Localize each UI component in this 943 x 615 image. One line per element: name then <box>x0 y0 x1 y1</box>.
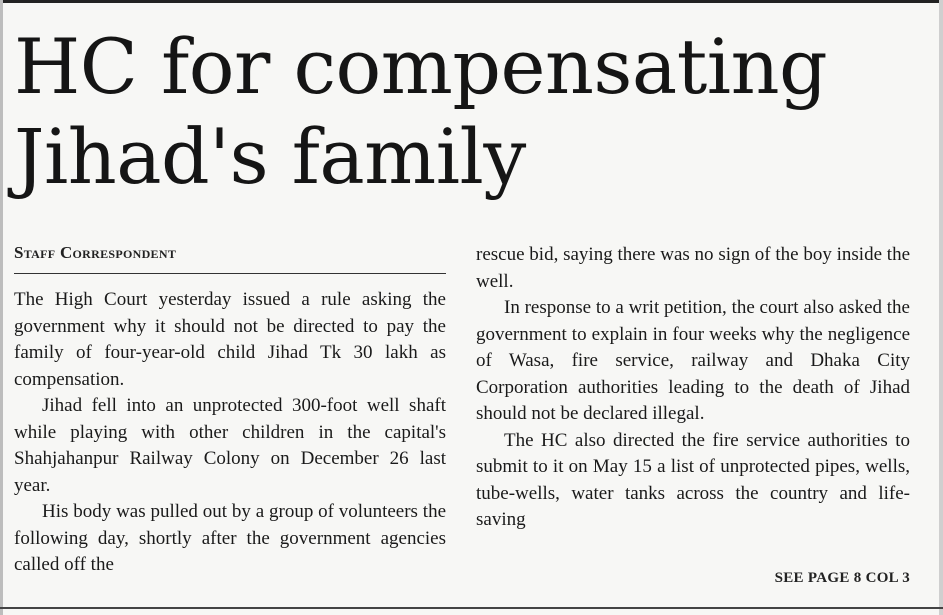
paragraph-4: rescue bid, saying there was no sign of the boy inside the well. <box>476 244 910 292</box>
paragraph-5: In response to a writ petition, the court also asked the government to explain in four weeks why the negligence of Wasa, fire service, railway and Dhaka City Corporation authorities leading to the death of Jihad should not be declared illegal. <box>476 297 910 424</box>
paragraph-6: The HC also directed the fire service authorities to submit to it on May 15 a list of unprotected pipes, wells, tube-wells, water tanks across the country and life-saving <box>476 429 910 530</box>
right-border <box>939 0 943 615</box>
top-border <box>0 0 943 3</box>
paragraph-3: His body was pulled out by a group of volunteers the following day, shortly after the government agencies called off the <box>14 501 446 575</box>
article-column-2 <box>476 242 910 534</box>
paragraph-1: The High Court yesterday issued a rule asking the government why it should not be directed to pay the family of four-year-old child Jihad Tk 30 lakh as compensation. <box>14 289 446 390</box>
bottom-border <box>0 607 943 609</box>
headline-line-1: HC for compensating <box>14 22 828 111</box>
headline <box>14 22 929 202</box>
headline-line-2: Jihad's family <box>14 112 526 201</box>
article-column-1 <box>14 287 446 579</box>
left-border <box>0 0 3 615</box>
paragraph-2: Jihad fell into an unprotected 300-foot well shaft while playing with other children in the capital's Shahjahanpur Railway Colony on December 26 last year. <box>14 395 446 496</box>
jump-line[interactable]: SEE PAGE 8 COL 3 <box>774 570 910 586</box>
byline: Staff Correspondent <box>14 243 177 262</box>
byline-rule <box>14 273 446 274</box>
